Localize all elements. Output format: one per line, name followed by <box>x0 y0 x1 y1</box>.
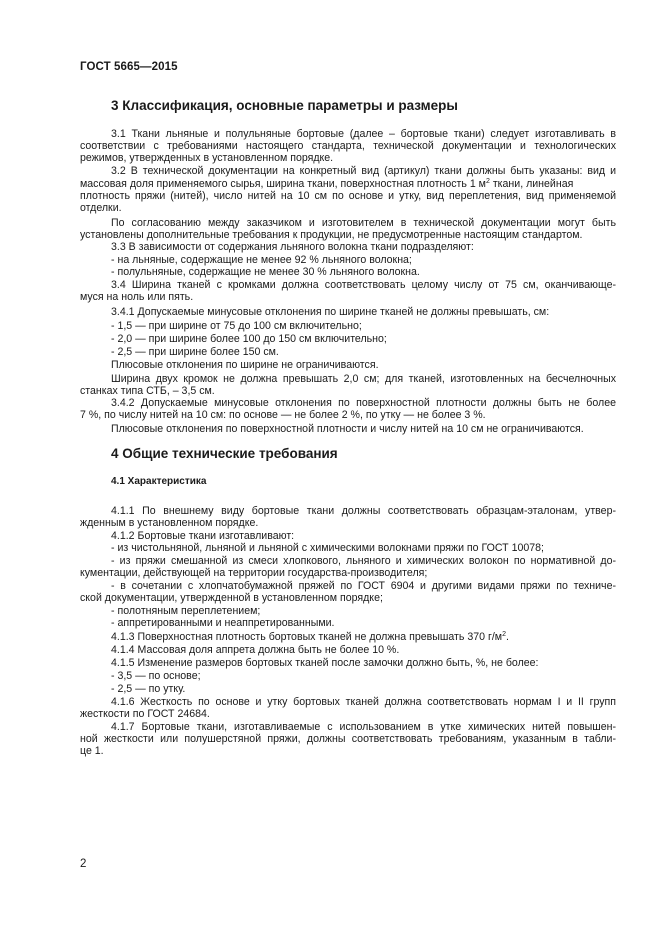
paragraph-line: 3.3 В зависимости от содержания льняного волокна ткани подразделяют: <box>111 241 474 253</box>
list-item: - 1,5 — при ширине от 75 до 100 см включительно; <box>111 320 362 332</box>
paragraph-line: плотность пряжи (нитей), число нитей на 10 см по основе и утку, вид переплетения, вид применяемой <box>80 190 616 202</box>
paragraph-line: Плюсовые отклонения по поверхностной плотности и числу нитей на 10 см не ограничиваются. <box>111 423 584 435</box>
paragraph-line: кументации, действующей на территории государства-производителя; <box>80 567 428 579</box>
paragraph-line: установлены дополнительные требования к продукции, не предусмотренные настоящим стандартом. <box>80 229 583 241</box>
list-item: - 2,5 — при ширине более 150 см. <box>111 346 279 358</box>
paragraph-line: 4.1.1 По внешнему виду бортовые ткани должны соответствовать образцам-эталонам, утвер- <box>111 505 616 517</box>
list-item: - из чистольняной, льняной и льняной с химическими волокнами пряжи по ГОСТ 10078; <box>111 542 544 554</box>
list-item: - 3,5 — по основе; <box>111 670 201 682</box>
list-item: - в сочетании с хлопчатобумажной пряжей по ГОСТ 6904 и другими видами пряжи по техниче- <box>111 580 616 592</box>
paragraph-line: 4.1.5 Изменение размеров бортовых тканей после замочки должно быть, %, не более: <box>111 657 539 669</box>
paragraph-line: 3.2 В технической документации на конкретный вид (артикул) ткани должны быть указаны: вид и <box>111 165 616 177</box>
paragraph-line: режимов, утвержденных в установленном порядке. <box>80 152 334 164</box>
text-fragment: ткани, линейная <box>489 178 574 190</box>
list-item: - 2,0 — при ширине более 100 до 150 см включительно; <box>111 333 387 345</box>
superscript: 2 <box>502 631 506 638</box>
paragraph-line <box>80 178 616 190</box>
paragraph-line: Плюсовые отклонения по ширине не ограничиваются. <box>111 359 379 371</box>
document-code: ГОСТ 5665—2015 <box>80 61 178 73</box>
paragraph-line: 3.4.1 Допускаемые минусовые отклонения по ширине тканей не должны превышать, см: <box>111 306 550 318</box>
paragraph-line: станках типа СТБ, – 3,5 см. <box>80 385 215 397</box>
superscript: 2 <box>485 178 490 185</box>
section-3-heading: 3 Классификация, основные параметры и размеры <box>111 98 458 113</box>
list-item: - из пряжи смешанной из смеси хлопкового, льняного и химических волокон по нормативной до- <box>111 555 616 567</box>
list-item: - 2,5 — по утку. <box>111 683 186 695</box>
paragraph-line: По согласованию между заказчиком и изготовителем в технической документации могут быть <box>111 217 616 229</box>
text-segment <box>80 178 573 190</box>
list-item: - на льняные, содержащие не менее 92 % льняного волокна; <box>111 254 412 266</box>
page-number: 2 <box>80 858 87 870</box>
list-item: - аппретированными и неаппретированными. <box>111 617 335 629</box>
text-fragment: . <box>505 631 509 643</box>
list-item: - полульняные, содержащие не менее 30 % льняного волокна. <box>111 266 420 278</box>
paragraph-line: 4.1.2 Бортовые ткани изготавливают: <box>111 530 295 542</box>
list-item: - полотняным переплетением; <box>111 605 261 617</box>
paragraph-line: 3.4.2 Допускаемые минусовые отклонения по поверхностной плотности должны быть не более <box>111 397 616 409</box>
paragraph-line: це 1. <box>80 745 104 757</box>
paragraph-line: муся на ноль или пять. <box>80 291 194 303</box>
paragraph-line: 4.1.6 Жесткость по основе и утку бортовых тканей должна соответствовать нормам I и II групп <box>111 696 616 708</box>
paragraph-line: 3.4 Ширина тканей с кромками должна соответствовать целому числу от 75 см, оканчивающе- <box>111 279 616 291</box>
paragraph-line: жесткости по ГОСТ 24684. <box>80 708 210 720</box>
paragraph-line: жденным в установленном порядке. <box>80 517 259 529</box>
text-fragment: 4.1.3 Поверхностная плотность бортовых тканей не должна превышать 370 г/м <box>111 631 503 643</box>
paragraph-line: 3.1 Ткани льняные и полульняные бортовые (далее – бортовые ткани) следует изготавливать в <box>111 128 616 140</box>
paragraph-line: отделки. <box>80 202 122 214</box>
paragraph-line: соответствии с требованиями настоящего стандарта, технической документации и технологических <box>80 140 616 152</box>
paragraph-line: 7 %, по числу нитей на 10 см: по основе — не более 2 %, по утку — не более 3 %. <box>80 409 486 421</box>
paragraph-line: 4.1.7 Бортовые ткани, изготавливаемые с использованием в утке химических нитей повышен- <box>111 721 616 733</box>
paragraph-line: ской документации, утвержденной в установленном порядке; <box>80 592 383 604</box>
paragraph-line: Ширина двух кромок не должна превышать 2,0 см; для тканей, изготовленных на бесчелночных <box>111 373 616 385</box>
subsection-heading: 4.1 Характеристика <box>111 476 207 487</box>
paragraph-line: 4.1.4 Массовая доля аппрета должна быть не более 10 %. <box>111 644 400 656</box>
text-fragment: массовая доля применяемого сырья, ширина ткани, поверхностная плотность 1 м <box>80 178 486 190</box>
paragraph-line: ной жесткости или полушерстяной пряжи, должны соответствовать требованиям, указанным в табли- <box>80 733 616 745</box>
paragraph-line <box>111 631 509 643</box>
section-4-heading: 4 Общие технические требования <box>111 446 338 461</box>
